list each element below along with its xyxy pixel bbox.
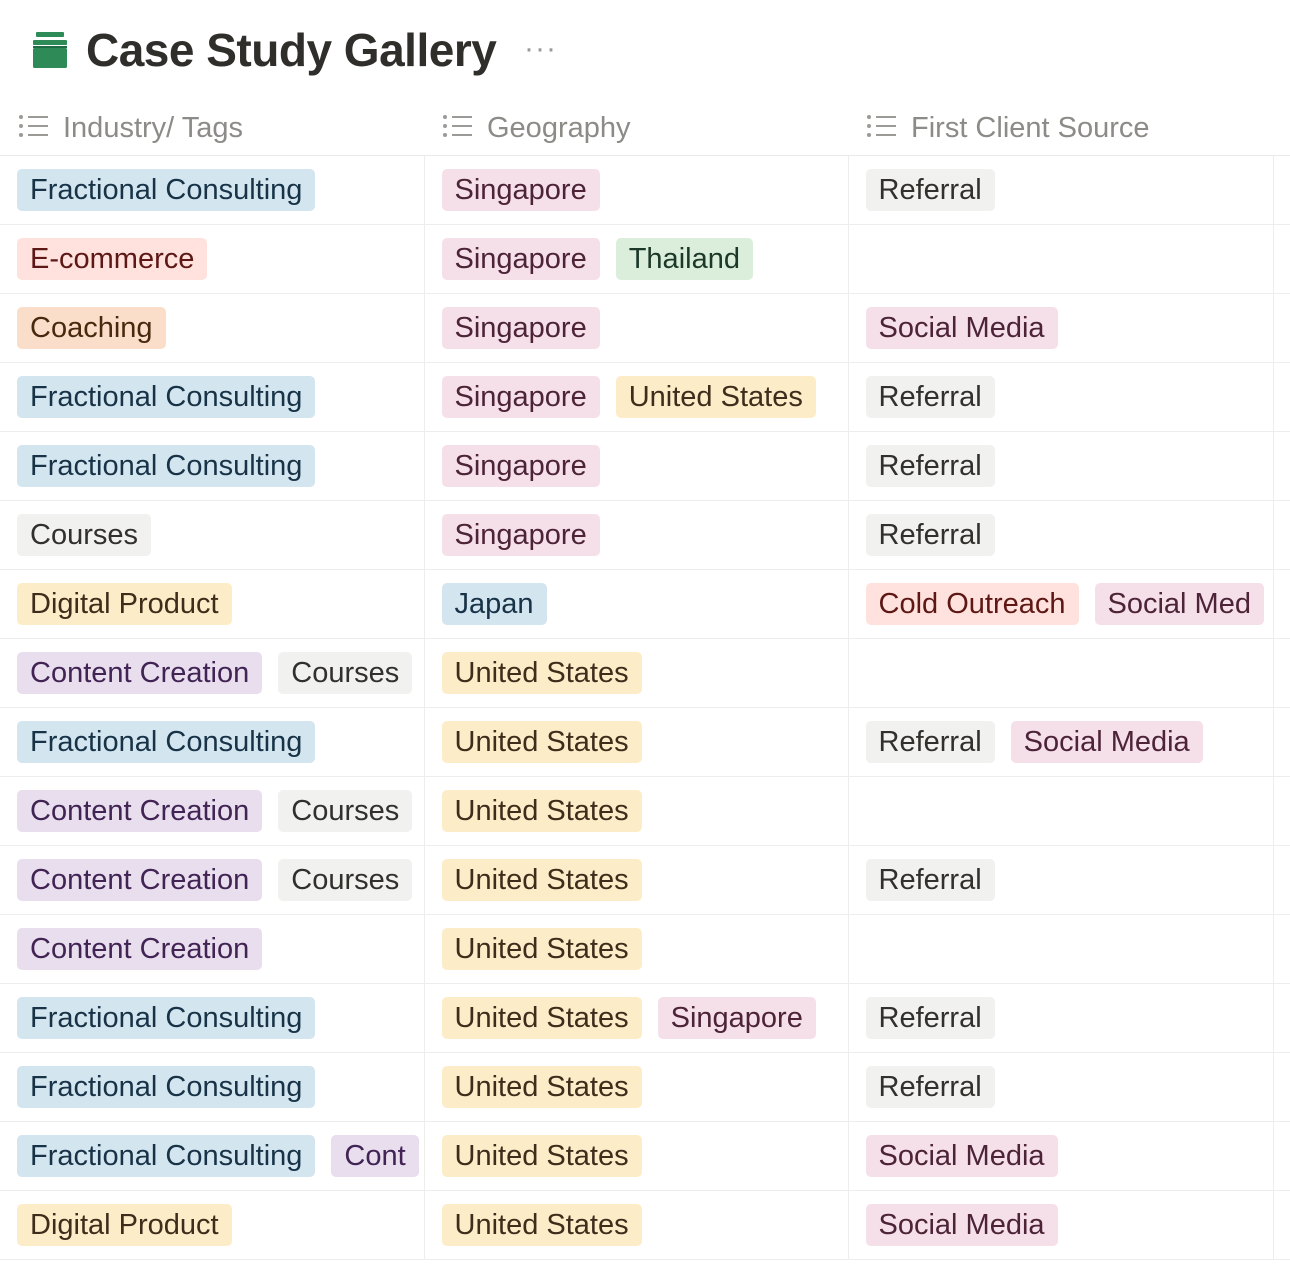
table-row[interactable] (0, 432, 1290, 501)
header-row (0, 100, 1290, 156)
table-row[interactable] (0, 915, 1290, 984)
tag-badge[interactable]: Courses (17, 514, 151, 556)
geography-cell[interactable] (424, 708, 848, 777)
industry-cell[interactable] (0, 777, 424, 846)
table-row[interactable] (0, 984, 1290, 1053)
tag-badge[interactable]: Content Creation (17, 928, 262, 970)
tag-badge[interactable]: Referral (866, 169, 995, 211)
source-cell[interactable] (848, 846, 1273, 915)
tag-badge[interactable]: United States (442, 1204, 642, 1246)
row-spacer (1273, 1122, 1290, 1191)
multi-select-icon (18, 113, 49, 139)
tag-badge[interactable]: Singapore (442, 445, 600, 487)
industry-cell[interactable] (0, 708, 424, 777)
database-table (0, 100, 1290, 1260)
tag-badge[interactable]: Social Media (1011, 721, 1203, 763)
row-spacer (1273, 294, 1290, 363)
tag-badge[interactable]: Content Creation (17, 790, 262, 832)
row-spacer (1273, 1053, 1290, 1122)
geography-cell[interactable] (424, 1053, 848, 1122)
table-row[interactable] (0, 225, 1290, 294)
multi-select-icon (866, 113, 897, 139)
tag-badge[interactable]: Social Media (866, 1204, 1058, 1246)
tag-badge[interactable]: Referral (866, 1066, 995, 1108)
tag-badge[interactable]: Referral (866, 721, 995, 763)
industry-cell[interactable] (0, 1191, 424, 1260)
geography-cell[interactable] (424, 639, 848, 708)
column-header-geography[interactable] (424, 100, 848, 156)
geography-cell[interactable] (424, 777, 848, 846)
industry-cell[interactable] (0, 915, 424, 984)
table-row[interactable] (0, 156, 1290, 225)
tag-badge[interactable]: Fractional Consulting (17, 169, 315, 211)
industry-cell[interactable] (0, 363, 424, 432)
row-spacer (1273, 363, 1290, 432)
tag-badge[interactable]: United States (442, 928, 642, 970)
geography-cell[interactable] (424, 984, 848, 1053)
tag-badge[interactable]: Social Media (866, 1135, 1058, 1177)
tag-badge[interactable]: Cold Outreach (866, 583, 1079, 625)
tag-badge[interactable]: Fractional Consulting (17, 1135, 315, 1177)
geography-cell[interactable] (424, 225, 848, 294)
row-spacer (1273, 915, 1290, 984)
geography-cell[interactable] (424, 846, 848, 915)
column-header-label: Geography (487, 111, 631, 144)
row-spacer (1273, 225, 1290, 294)
row-spacer (1273, 639, 1290, 708)
source-cell[interactable] (848, 156, 1273, 225)
tag-badge[interactable]: Digital Product (17, 1204, 232, 1246)
tag-badge[interactable]: Singapore (442, 307, 600, 349)
tag-badge[interactable]: United States (442, 859, 642, 901)
row-spacer (1273, 708, 1290, 777)
tag-badge[interactable]: United States (442, 721, 642, 763)
tag-badge[interactable]: Cont (331, 1135, 418, 1177)
table-row[interactable] (0, 501, 1290, 570)
column-header-label: Industry/ Tags (63, 111, 244, 144)
tag-badge[interactable]: United States (442, 790, 642, 832)
row-spacer (1273, 984, 1290, 1053)
tag-badge[interactable]: Singapore (442, 514, 600, 556)
geography-cell[interactable] (424, 1122, 848, 1191)
geography-cell[interactable] (424, 156, 848, 225)
table-row[interactable] (0, 294, 1290, 363)
table-row[interactable] (0, 363, 1290, 432)
tag-badge[interactable]: United States (442, 997, 642, 1039)
tag-badge[interactable]: United States (442, 1066, 642, 1108)
tag-badge[interactable]: United States (442, 1135, 642, 1177)
table-row[interactable] (0, 777, 1290, 846)
tag-badge[interactable]: Content Creation (17, 652, 262, 694)
row-spacer (1273, 846, 1290, 915)
tag-badge[interactable]: Japan (442, 583, 547, 625)
tag-badge[interactable]: Fractional Consulting (17, 1066, 315, 1108)
tag-badge[interactable]: Content Creation (17, 859, 262, 901)
tag-badge[interactable]: Singapore (658, 997, 816, 1039)
tag-badge[interactable]: Fractional Consulting (17, 445, 315, 487)
tag-badge[interactable]: Digital Product (17, 583, 232, 625)
table-row[interactable] (0, 1053, 1290, 1122)
source-cell[interactable] (848, 1191, 1273, 1260)
source-cell[interactable] (848, 570, 1273, 639)
industry-cell[interactable] (0, 225, 424, 294)
industry-cell[interactable] (0, 984, 424, 1053)
database-icon[interactable] (33, 32, 67, 68)
source-cell[interactable] (848, 294, 1273, 363)
tag-badge[interactable]: Referral (866, 514, 995, 556)
geography-cell[interactable] (424, 1191, 848, 1260)
source-cell[interactable] (848, 915, 1273, 984)
tag-badge[interactable]: Fractional Consulting (17, 721, 315, 763)
tag-badge[interactable]: Courses (278, 652, 412, 694)
table-row[interactable] (0, 639, 1290, 708)
table-row[interactable] (0, 1191, 1290, 1260)
source-cell[interactable] (848, 639, 1273, 708)
industry-cell[interactable] (0, 1053, 424, 1122)
source-cell[interactable] (848, 432, 1273, 501)
industry-cell[interactable] (0, 294, 424, 363)
tag-badge[interactable]: United States (616, 376, 816, 418)
industry-cell[interactable] (0, 1122, 424, 1191)
multi-select-icon (442, 113, 473, 139)
column-header-first-client-source[interactable] (848, 100, 1273, 156)
row-spacer (1273, 1191, 1290, 1260)
source-cell[interactable] (848, 501, 1273, 570)
column-header-industry[interactable] (0, 100, 424, 156)
table-row[interactable] (0, 1122, 1290, 1191)
source-cell[interactable] (848, 363, 1273, 432)
geography-cell[interactable] (424, 570, 848, 639)
source-cell[interactable] (848, 225, 1273, 294)
industry-cell[interactable] (0, 501, 424, 570)
tag-badge[interactable]: Courses (278, 790, 412, 832)
tag-badge[interactable]: Thailand (616, 238, 753, 280)
industry-cell[interactable] (0, 156, 424, 225)
tag-badge[interactable]: Referral (866, 376, 995, 418)
row-spacer (1273, 501, 1290, 570)
tag-badge[interactable]: Singapore (442, 238, 600, 280)
page-title[interactable]: Case Study Gallery (86, 24, 497, 76)
tag-badge[interactable]: United States (442, 652, 642, 694)
table-row[interactable] (0, 570, 1290, 639)
row-spacer (1273, 777, 1290, 846)
tag-badge[interactable]: Social Media (866, 307, 1058, 349)
row-spacer (1273, 570, 1290, 639)
table-body (0, 156, 1290, 1260)
table-row[interactable] (0, 846, 1290, 915)
geography-cell[interactable] (424, 294, 848, 363)
row-spacer (1273, 432, 1290, 501)
industry-cell[interactable] (0, 846, 424, 915)
industry-cell[interactable] (0, 570, 424, 639)
page-header (0, 0, 1290, 100)
tag-badge[interactable]: Singapore (442, 376, 600, 418)
geography-cell[interactable] (424, 501, 848, 570)
tag-badge[interactable]: Referral (866, 997, 995, 1039)
column-header-label: First Client Source (911, 111, 1150, 144)
tag-badge[interactable]: E-commerce (17, 238, 207, 280)
geography-cell[interactable] (424, 915, 848, 984)
tag-badge[interactable]: Coaching (17, 307, 166, 349)
tag-badge[interactable]: Referral (866, 859, 995, 901)
source-cell[interactable] (848, 777, 1273, 846)
column-header-spacer (1273, 100, 1290, 156)
source-cell[interactable] (848, 1053, 1273, 1122)
tag-badge[interactable]: Fractional Consulting (17, 997, 315, 1039)
industry-cell[interactable] (0, 432, 424, 501)
industry-cell[interactable] (0, 639, 424, 708)
tag-badge[interactable]: Referral (866, 445, 995, 487)
tag-badge[interactable]: Social Med (1095, 583, 1264, 625)
row-spacer (1273, 156, 1290, 225)
source-cell[interactable] (848, 1122, 1273, 1191)
table-row[interactable] (0, 708, 1290, 777)
source-cell[interactable] (848, 708, 1273, 777)
tag-badge[interactable]: Singapore (442, 169, 600, 211)
tag-badge[interactable]: Fractional Consulting (17, 376, 315, 418)
tag-badge[interactable]: Courses (278, 859, 412, 901)
source-cell[interactable] (848, 984, 1273, 1053)
geography-cell[interactable] (424, 432, 848, 501)
geography-cell[interactable] (424, 363, 848, 432)
more-icon[interactable]: ··· (524, 32, 557, 65)
